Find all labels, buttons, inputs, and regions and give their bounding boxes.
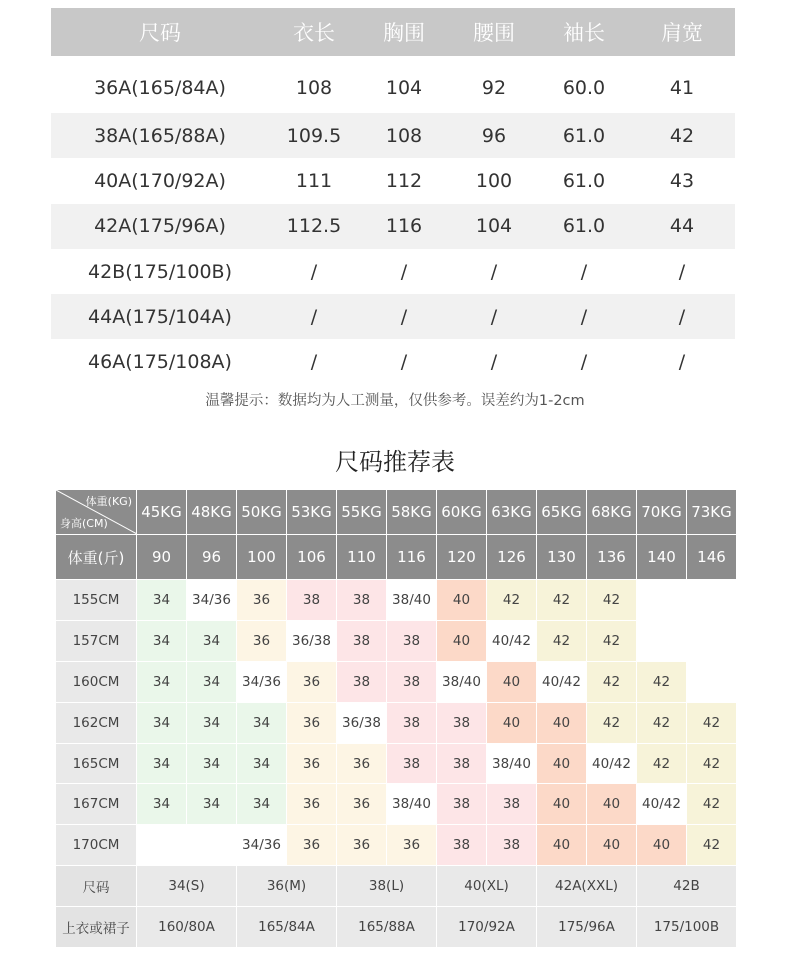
size-value-cell: / — [400, 260, 408, 283]
recommend-cell: 34 — [137, 580, 187, 621]
height-row — [56, 661, 737, 702]
recommend-cell: 40 — [537, 702, 587, 743]
weight-jin-cell: 116 — [387, 535, 437, 580]
size-value-cell: 108 — [359, 113, 449, 158]
recommend-cell: 36 — [237, 620, 287, 661]
size-value-cell: / — [400, 351, 408, 374]
size-name-cell: 46A(175/108A) — [88, 351, 232, 374]
height-row — [56, 825, 737, 866]
size-label-cell: 40(XL) — [437, 866, 537, 907]
size-row — [51, 204, 735, 249]
size-value-cell: / — [310, 260, 318, 283]
recommend-cell: 36 — [287, 784, 337, 825]
size-name-cell: 42A(175/96A) — [51, 204, 269, 249]
recommend-cell: 38 — [487, 784, 537, 825]
spec-label-row — [56, 907, 737, 948]
recommend-cell: 34 — [187, 661, 237, 702]
recommend-cell: 34 — [137, 784, 187, 825]
recommend-cell: 36 — [337, 743, 387, 784]
weight-kg-cell: 45KG — [137, 490, 187, 535]
recommend-cell: 42 — [687, 825, 737, 866]
size-value-cell: 61.0 — [539, 204, 629, 249]
size-value-cell: 61.0 — [562, 169, 606, 192]
recommend-cell: 34 — [237, 702, 287, 743]
recommend-cell: 38 — [387, 620, 437, 661]
weight-kg-cell: 60KG — [437, 490, 487, 535]
recommend-cell: 38/40 — [387, 580, 437, 621]
size-value-cell: / — [678, 351, 686, 374]
height-row — [56, 702, 737, 743]
corner-header — [56, 490, 137, 535]
spec-label-cell: 165/84A — [237, 907, 337, 948]
size-value-cell: / — [678, 260, 686, 283]
recommend-cell: 36/38 — [287, 620, 337, 661]
recommend-cell — [637, 580, 687, 621]
size-row — [51, 249, 735, 294]
recommend-cell: 38/40 — [387, 784, 437, 825]
header-chest: 胸围 — [359, 8, 449, 56]
weight-kg-cell: 53KG — [287, 490, 337, 535]
size-value-cell: 43 — [669, 169, 695, 192]
size-row — [51, 294, 735, 339]
spec-label-cell: 175/100B — [637, 907, 737, 948]
height-label: 162CM — [56, 702, 137, 743]
size-name-cell: 38A(165/88A) — [51, 113, 269, 158]
recommend-cell: 38 — [437, 702, 487, 743]
size-value-cell: 41 — [669, 77, 695, 99]
spec-label-cell: 175/96A — [537, 907, 637, 948]
recommend-cell: 42 — [637, 702, 687, 743]
corner-height-label: 身高(CM) — [60, 517, 108, 530]
size-value-cell: 60.0 — [562, 77, 606, 99]
recommend-cell: 34 — [187, 620, 237, 661]
recommend-cell: 42 — [687, 784, 737, 825]
recommend-cell: 36 — [287, 702, 337, 743]
height-label: 160CM — [56, 661, 137, 702]
recommend-cell: 40 — [537, 825, 587, 866]
size-value-cell: 109.5 — [269, 113, 359, 158]
recommend-cell: 34/36 — [237, 661, 287, 702]
weight-kg-cell: 68KG — [587, 490, 637, 535]
recommend-cell: 40/42 — [637, 784, 687, 825]
height-label: 167CM — [56, 784, 137, 825]
recommend-cell: 40 — [537, 784, 587, 825]
recommend-cell: 38 — [437, 825, 487, 866]
recommend-cell: 38 — [287, 580, 337, 621]
recommend-cell: 40/42 — [537, 661, 587, 702]
spec-label-cell: 160/80A — [137, 907, 237, 948]
recommend-cell: 38 — [387, 743, 437, 784]
header-length: 衣长 — [269, 8, 359, 56]
recommend-cell: 40 — [587, 784, 637, 825]
size-spec-table — [51, 8, 735, 385]
size-value-cell: / — [629, 294, 735, 339]
size-value-cell: 61.0 — [539, 113, 629, 158]
size-value-cell: / — [310, 351, 318, 374]
recommend-cell — [687, 580, 737, 621]
size-table-header-row — [51, 8, 735, 56]
size-value-cell: / — [359, 294, 449, 339]
recommend-cell: 38/40 — [487, 743, 537, 784]
height-row — [56, 743, 737, 784]
size-value-cell: 112 — [385, 169, 423, 192]
recommend-cell: 34 — [137, 702, 187, 743]
recommend-cell: 42 — [687, 702, 737, 743]
recommend-cell — [637, 620, 687, 661]
recommend-cell: 34/36 — [187, 580, 237, 621]
size-value-cell: / — [490, 260, 498, 283]
size-value-cell: / — [490, 351, 498, 374]
weight-jin-cell: 120 — [437, 535, 487, 580]
recommend-cell: 34 — [137, 620, 187, 661]
size-name-cell: 44A(175/104A) — [51, 294, 269, 339]
size-label-cell: 38(L) — [337, 866, 437, 907]
size-value-cell: 108 — [295, 77, 333, 99]
recommend-cell: 38 — [487, 825, 537, 866]
size-row — [51, 158, 735, 203]
recommend-cell: 38 — [437, 743, 487, 784]
recommend-cell: 36 — [287, 825, 337, 866]
weight-kg-cell: 70KG — [637, 490, 687, 535]
weight-jin-cell: 106 — [287, 535, 337, 580]
header-sleeve: 袖长 — [539, 8, 629, 56]
header-waist: 腰围 — [449, 8, 539, 56]
header-size: 尺码 — [51, 8, 269, 56]
height-row — [56, 784, 737, 825]
recommend-cell: 38 — [337, 661, 387, 702]
size-name-cell: 36A(165/84A) — [94, 77, 226, 99]
recommend-cell: 34 — [137, 743, 187, 784]
recommend-cell: 42 — [587, 620, 637, 661]
spec-label-cell: 170/92A — [437, 907, 537, 948]
recommend-cell: 34 — [187, 784, 237, 825]
weight-kg-row — [56, 490, 737, 535]
weight-jin-cell: 90 — [137, 535, 187, 580]
size-name-cell: 40A(170/92A) — [94, 169, 226, 192]
recommend-cell: 34/36 — [237, 825, 287, 866]
size-value-cell: 96 — [449, 113, 539, 158]
weight-jin-cell: 100 — [237, 535, 287, 580]
size-value-cell: / — [449, 294, 539, 339]
recommend-cell — [687, 661, 737, 702]
recommend-cell: 40 — [437, 580, 487, 621]
recommend-cell: 40 — [587, 825, 637, 866]
recommend-cell: 40/42 — [487, 620, 537, 661]
size-value-cell: / — [580, 351, 588, 374]
recommend-cell: 40/42 — [587, 743, 637, 784]
weight-kg-cell: 50KG — [237, 490, 287, 535]
recommend-cell: 42 — [487, 580, 537, 621]
height-row — [56, 620, 737, 661]
height-label: 157CM — [56, 620, 137, 661]
recommend-cell: 34 — [237, 784, 287, 825]
corner-weight-label: 体重(KG) — [85, 495, 132, 508]
weight-kg-cell: 55KG — [337, 490, 387, 535]
weight-jin-cell: 96 — [187, 535, 237, 580]
recommend-cell: 38/40 — [437, 661, 487, 702]
recommend-cell: 40 — [487, 661, 537, 702]
recommend-cell: 42 — [637, 661, 687, 702]
height-label: 170CM — [56, 825, 137, 866]
recommend-cell: 42 — [687, 743, 737, 784]
size-value-cell: 111 — [295, 169, 333, 192]
size-row — [51, 56, 735, 113]
weight-jin-cell: 146 — [687, 535, 737, 580]
recommend-cell: 42 — [587, 702, 637, 743]
size-row — [51, 339, 735, 384]
height-label: 155CM — [56, 580, 137, 621]
recommend-cell: 34 — [237, 743, 287, 784]
weight-jin-row — [56, 535, 737, 580]
recommend-cell: 34 — [187, 743, 237, 784]
size-label-cell: 42A(XXL) — [537, 866, 637, 907]
recommend-cell: 40 — [637, 825, 687, 866]
spec-label-cell: 165/88A — [337, 907, 437, 948]
size-name-cell: 42B(175/100B) — [87, 260, 232, 283]
weight-jin-cell: 126 — [487, 535, 537, 580]
size-value-cell: 92 — [481, 77, 507, 99]
recommend-cell: 36 — [337, 825, 387, 866]
weight-jin-label: 体重(斤) — [56, 535, 137, 580]
recommend-title: 尺码推荐表 — [335, 448, 455, 476]
weight-kg-cell: 63KG — [487, 490, 537, 535]
size-value-cell: 100 — [475, 169, 513, 192]
size-row — [51, 113, 735, 158]
size-value-cell: 112.5 — [269, 204, 359, 249]
size-value-cell: / — [539, 294, 629, 339]
size-label-cell: 34(S) — [137, 866, 237, 907]
recommend-cell: 38 — [437, 784, 487, 825]
size-label-cell: 42B — [637, 866, 737, 907]
recommend-cell: 42 — [637, 743, 687, 784]
recommend-cell: 36 — [337, 784, 387, 825]
weight-jin-cell: 140 — [637, 535, 687, 580]
spec-row-label: 上衣或裙子 — [56, 907, 137, 948]
height-label: 165CM — [56, 743, 137, 784]
size-value-cell: 104 — [449, 204, 539, 249]
size-value-cell: 44 — [629, 204, 735, 249]
recommend-cell: 40 — [537, 743, 587, 784]
recommend-cell: 42 — [587, 580, 637, 621]
recommend-cell: 42 — [587, 661, 637, 702]
recommend-cell: 36 — [237, 580, 287, 621]
weight-kg-cell: 48KG — [187, 490, 237, 535]
recommend-cell: 36 — [287, 661, 337, 702]
recommend-cell — [687, 620, 737, 661]
recommend-cell: 38 — [387, 661, 437, 702]
recommend-cell: 42 — [537, 580, 587, 621]
recommend-cell: 42 — [537, 620, 587, 661]
size-recommend-table — [55, 489, 737, 948]
recommend-cell — [187, 825, 237, 866]
recommend-cell: 40 — [487, 702, 537, 743]
size-value-cell: / — [580, 260, 588, 283]
size-value-cell: 42 — [629, 113, 735, 158]
weight-jin-cell: 110 — [337, 535, 387, 580]
recommend-cell: 38 — [387, 702, 437, 743]
recommend-cell: 36 — [287, 743, 337, 784]
size-value-cell: 116 — [359, 204, 449, 249]
recommend-cell: 34 — [187, 702, 237, 743]
height-row — [56, 580, 737, 621]
size-value-cell: 104 — [385, 77, 423, 99]
weight-kg-cell: 65KG — [537, 490, 587, 535]
header-shoulder: 肩宽 — [629, 8, 735, 56]
size-label-cell: 36(M) — [237, 866, 337, 907]
recommend-cell: 40 — [437, 620, 487, 661]
measurement-tip: 温馨提示：数据均为人工测量，仅供参考。误差约为1-2cm — [205, 393, 585, 409]
recommend-cell: 38 — [337, 620, 387, 661]
recommend-cell: 34 — [137, 661, 187, 702]
size-label-row — [56, 866, 737, 907]
weight-jin-cell: 136 — [587, 535, 637, 580]
recommend-cell — [137, 825, 187, 866]
weight-kg-cell: 58KG — [387, 490, 437, 535]
size-value-cell: / — [269, 294, 359, 339]
weight-kg-cell: 73KG — [687, 490, 737, 535]
recommend-cell: 36 — [387, 825, 437, 866]
recommend-cell: 36/38 — [337, 702, 387, 743]
size-row-label: 尺码 — [56, 866, 137, 907]
recommend-cell: 38 — [337, 580, 387, 621]
weight-jin-cell: 130 — [537, 535, 587, 580]
